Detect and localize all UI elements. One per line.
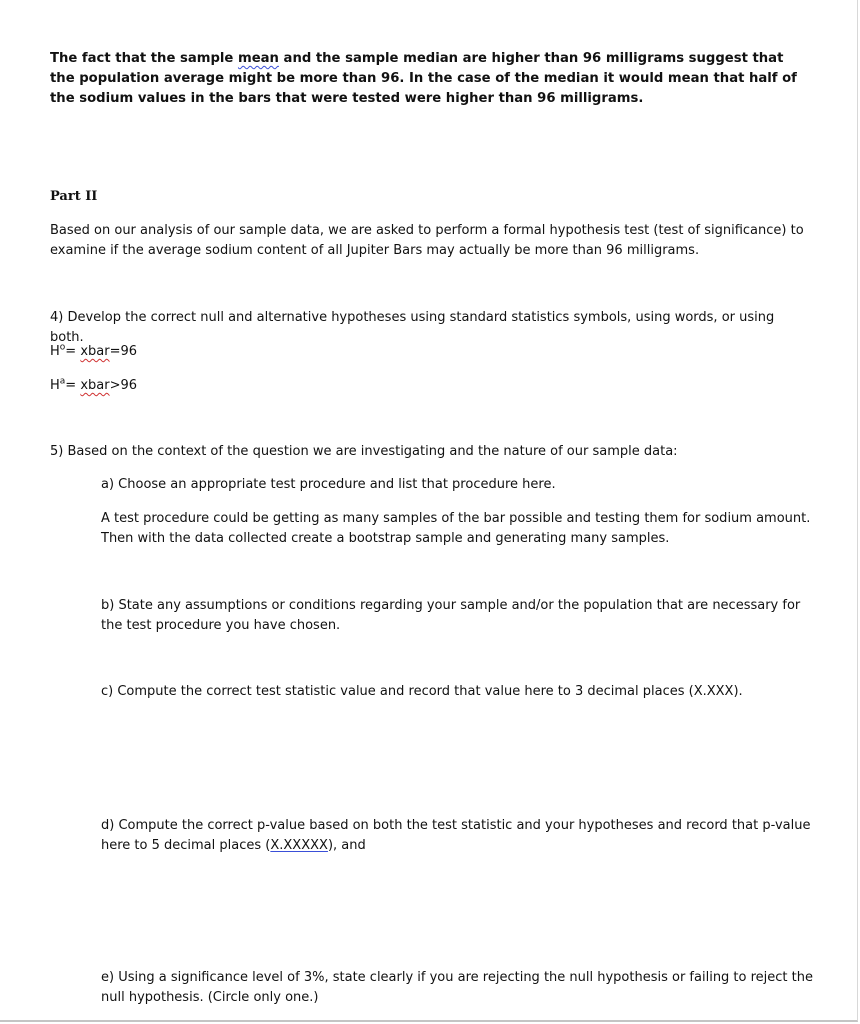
spellcheck-flagged-word[interactable]: xbar xyxy=(80,344,110,359)
section-heading: Part II xyxy=(50,189,98,204)
intro-text-end: and the sample median are higher than 96 milligrams suggest that the population average might be more than 96. In the case of the median it would mean that half of the sodium values in the bars that were tested were higher than 96 milligrams. xyxy=(50,51,797,106)
question-4-prompt: 4) Develop the correct null and alternative hypotheses using standard statistics symbols, using words, or using both. xyxy=(50,310,775,345)
alternative-hypothesis: $H^a=$ xbar>96 xyxy=(50,376,138,393)
question-5a-answer: A test procedure could be getting as many samples of the bar possible and testing them for sodium amount. Then with the data collected create a bootstrap sample and generating many samples. xyxy=(101,511,811,546)
question-5-prompt: 5) Based on the context of the question we are investigating and the nature of our sample data: xyxy=(50,444,678,459)
question-5c-prompt: c) Compute the correct test statistic value and record that value here to 3 decimal places (X.XXX). xyxy=(101,684,743,699)
intro-text-start: The fact that the sample xyxy=(50,51,238,66)
question-5e-prompt: e) Using a significance level of 3%, state clearly if you are rejecting the null hypothesis or failing to reject the null hypothesis. (Circle only one.) xyxy=(101,970,813,1005)
decimal-format-text: X.XXXXX xyxy=(270,838,328,853)
spellcheck-flagged-word[interactable]: xbar xyxy=(80,378,110,393)
question-5b-prompt: b) State any assumptions or conditions regarding your sample and/or the population that are necessary for the test procedure you have chosen. xyxy=(101,598,801,633)
part2-description: Based on our analysis of our sample data, we are asked to perform a formal hypothesis test (test of significance) to examine if the average sodium content of all Jupiter Bars may actually be more than 96 milligrams. xyxy=(50,223,804,258)
intro-paragraph xyxy=(50,49,810,109)
question-5a-prompt: a) Choose an appropriate test procedure and list that procedure here. xyxy=(101,477,556,492)
spellcheck-flagged-word[interactable]: mean xyxy=(237,51,279,66)
null-hypothesis: $H^o=$ xbar=96 xyxy=(50,342,138,359)
question-5d-prompt: d) Compute the correct p-value based on both the test statistic and your hypotheses and record that p-value here to 5 decimal places (X.XXXXX), and xyxy=(101,818,811,853)
